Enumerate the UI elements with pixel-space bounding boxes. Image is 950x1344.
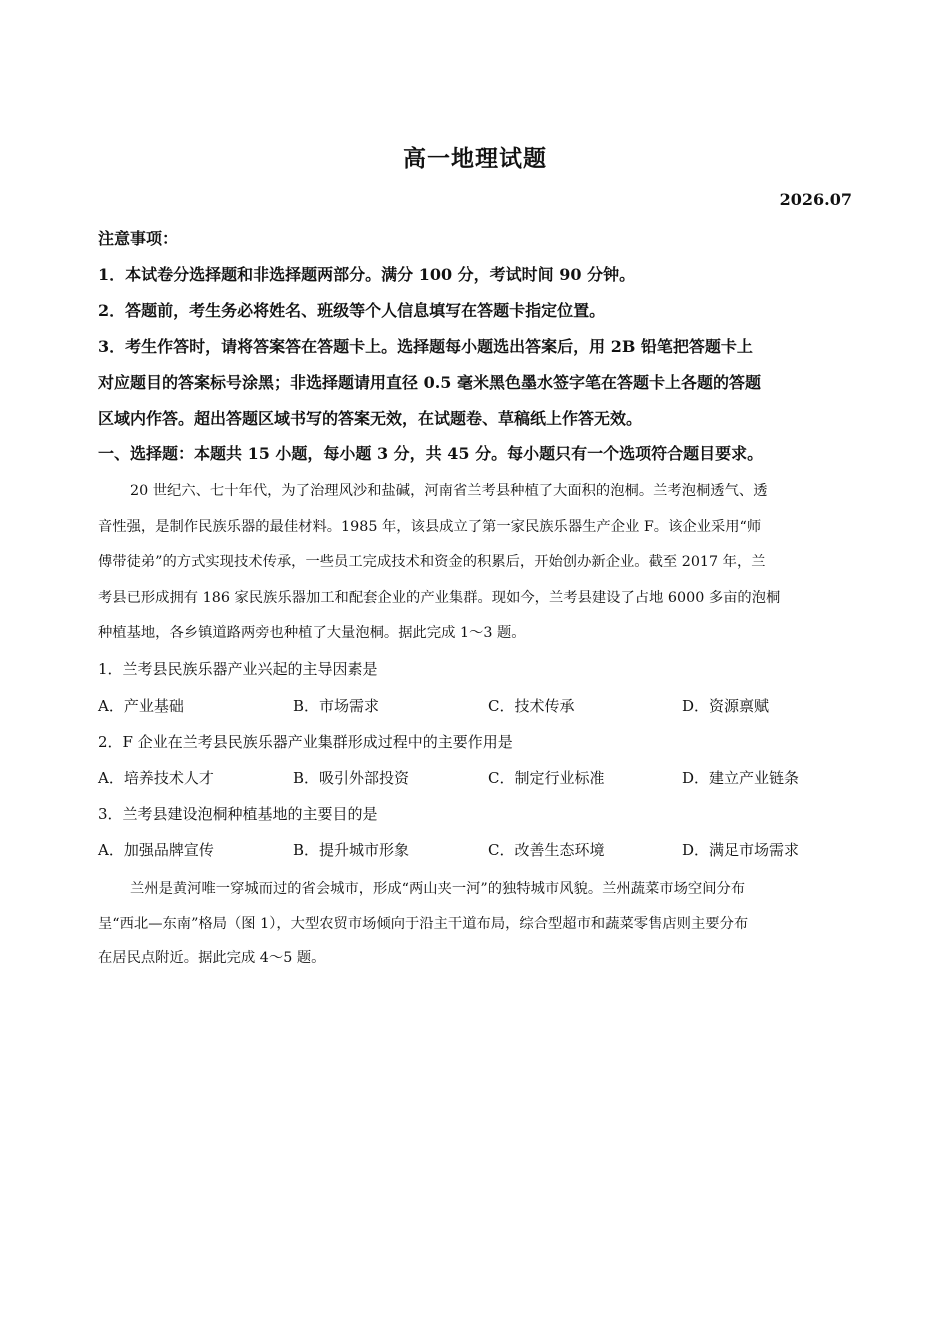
option-d: D．建立产业链条 [682,769,800,787]
passage-line: 傅带徒弟”的方式实现技术传承，一些员工完成技术和资金的积累后，开始创办新企业。截至 2017 年，兰 [98,554,766,570]
section-heading: 一、选择题：本题共 15 小题，每小题 3 分，共 45 分。每小题只有一个选项符合题目要求。 [98,444,764,463]
notice-item: 3．考生作答时，请将答案答在答题卡上。选择题每小题选出答案后，用 2B 铅笔把答题卡上 [98,337,753,356]
notice-item-continued: 对应题目的答案标号涂黑；非选择题请用直径 0.5 毫米黑色墨水签字笔在答题卡上各题的答题 [98,373,761,392]
passage-line: 音性强，是制作民族乐器的最佳材料。1985 年，该县成立了第一家民族乐器生产企业 F。该企业采用“师 [98,519,762,535]
option-c: C．改善生态环境 [488,841,605,859]
option-a: A．产业基础 [98,697,184,715]
question-stem: 2．F 企业在兰考县民族乐器产业集群形成过程中的主要作用是 [98,733,513,751]
passage-line: 在居民点附近。据此完成 4～5 题。 [98,950,326,966]
passage-line: 考县已形成拥有 186 家民族乐器加工和配套企业的产业集群。现如今，兰考县建设了占地 6000 多亩的泡桐 [98,590,781,606]
page-title: 高一地理试题 [403,145,547,172]
question-stem: 1．兰考县民族乐器产业兴起的主导因素是 [98,660,378,678]
notice-item: 2．答题前，考生务必将姓名、班级等个人信息填写在答题卡指定位置。 [98,301,606,320]
option-a: A．加强品牌宣传 [98,841,214,859]
option-a: A．培养技术人才 [98,769,214,787]
exam-date: 2026.07 [779,190,852,209]
option-b: B．市场需求 [293,697,380,715]
option-b: B．提升城市形象 [293,841,410,859]
passage-line: 种植基地，各乡镇道路两旁也种植了大量泡桐。据此完成 1～3 题。 [98,625,526,641]
notice-item: 1．本试卷分选择题和非选择题两部分。满分 100 分，考试时间 90 分钟。 [98,265,636,284]
passage-line: 20 世纪六、七十年代，为了治理风沙和盐碱，河南省兰考县种植了大面积的泡桐。兰考泡桐透气、透 [130,483,768,499]
option-c: C．制定行业标准 [488,769,605,787]
option-c: C．技术传承 [488,697,575,715]
notice-item-continued: 区域内作答。超出答题区域书写的答案无效，在试题卷、草稿纸上作答无效。 [98,409,643,428]
option-b: B．吸引外部投资 [293,769,410,787]
question-stem: 3．兰考县建设泡桐种植基地的主要目的是 [98,805,378,823]
option-d: D．满足市场需求 [682,841,800,859]
passage-line: 兰州是黄河唯一穿城而过的省会城市，形成“两山夹一河”的独特城市风貌。兰州蔬菜市场空间分布 [130,881,746,897]
passage-line: 呈“西北—东南”格局（图 1），大型农贸市场倾向于沿主干道布局，综合型超市和蔬菜零售店则主要分布 [98,916,749,932]
notice-heading: 注意事项： [98,229,179,248]
option-d: D．资源禀赋 [682,697,770,715]
